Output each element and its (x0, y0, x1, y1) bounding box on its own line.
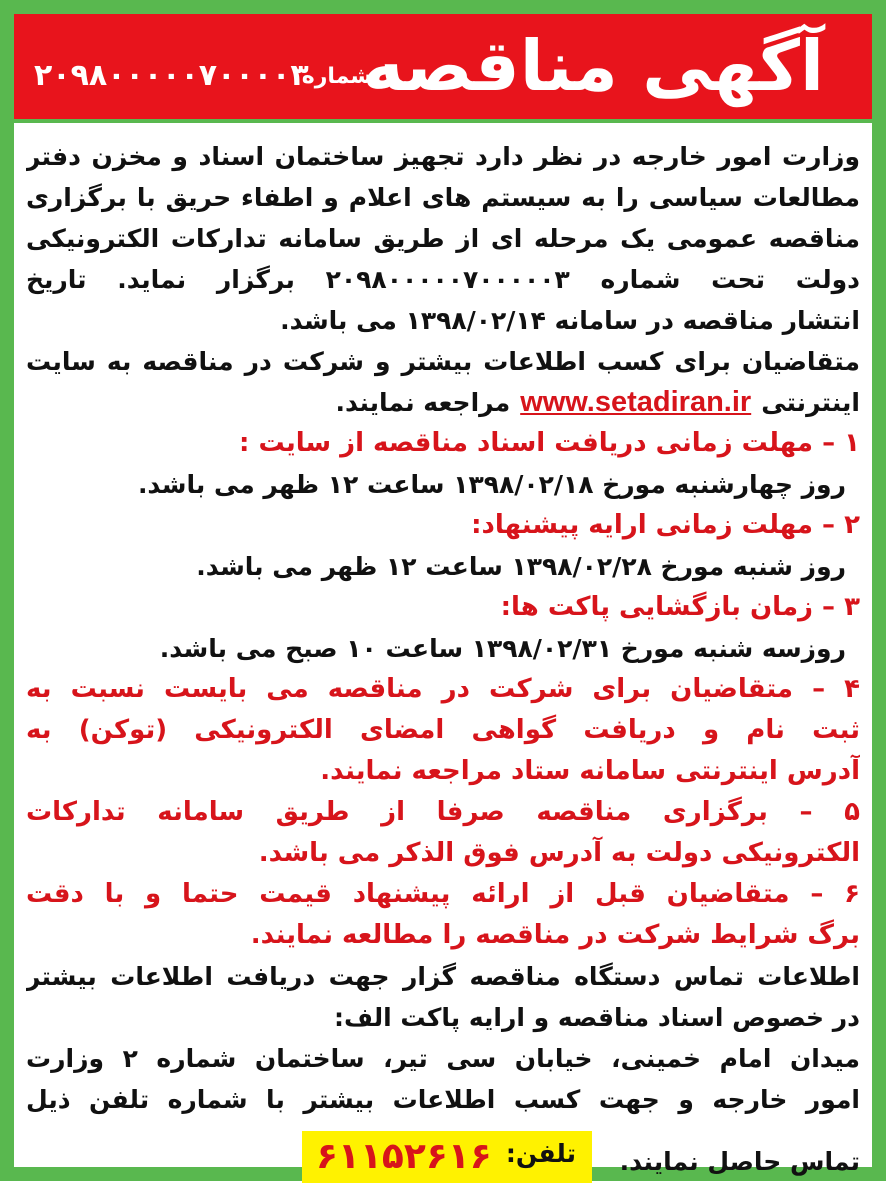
tender-number-label: شماره (301, 64, 372, 89)
item-4-line: ۴ – متقاضیان برای شرکت در مناقصه می بایست نسبت به (26, 674, 860, 704)
contact-line: امور خارجه و جهت کسب اطلاعات بیشتر با شماره تلفن ذیل (26, 1085, 860, 1114)
intro-line: انتشار مناقصه در سامانه ۱۳۹۸/۰۲/۱۴ می باشد. (280, 306, 860, 335)
ad-body (26, 136, 860, 1120)
phone-row (26, 1136, 860, 1183)
intro-line: وزارت امور خارجه در نظر دارد تجهیز ساختمان اسناد و مخزن دفتر (26, 142, 860, 171)
phone-number[interactable]: ۶۱۱۵۲۶۱۶ (316, 1136, 492, 1177)
item-3-heading: ۳ – زمان بازگشایی پاکت ها: (500, 592, 860, 622)
item-1-body: روز چهارشنبه مورخ ۱۳۹۸/۰۲/۱۸ ساعت ۱۲ ظهر می باشد. (137, 470, 846, 499)
item-1-heading: ۱ – مهلت زمانی دریافت اسناد مناقصه از سایت : (239, 428, 860, 458)
contact-line: در خصوص اسناد مناقصه و ارایه پاکت الف: (333, 1003, 860, 1032)
item-6-line: برگ شرایط شرکت در مناقصه را مطالعه نمایند. (250, 920, 860, 950)
item-5-line: الکترونیکی دولت به آدرس فوق الذکر می باشد. (258, 838, 860, 868)
ad-title: آگهی مناقصه (362, 25, 824, 107)
item-5-line: ۵ – برگزاری مناقصه صرفا از طریق سامانه تدارکات (26, 797, 860, 827)
contact-line: اطلاعات تماس دستگاه مناقصه گزار جهت دریافت اطلاعات بیشتر (26, 962, 860, 991)
item-2-body: روز شنبه مورخ ۱۳۹۸/۰۲/۲۸ ساعت ۱۲ ظهر می باشد. (196, 552, 846, 581)
item-6-line: ۶ – متقاضیان قبل از ارائه پیشنهاد قیمت حتما و با دقت (26, 879, 860, 909)
intro-line: دولت تحت شماره ۲۰۹۸۰۰۰۰۰۷۰۰۰۰۰۳ برگزار نماید. تاریخ (26, 265, 860, 294)
item-4-line: ثبت نام و دریافت گواهی امضای الکترونیکی (توکن) به (26, 715, 860, 745)
site-prefix: اینترنتی (761, 388, 860, 417)
contact-closing: تماس حاصل نمایند. (619, 1147, 860, 1176)
contact-line: میدان امام خمینی، خیابان سی تیر، ساختمان شماره ۲ وزارت (26, 1044, 860, 1073)
item-3-body: روزسه شنبه مورخ ۱۳۹۸/۰۲/۳۱ ساعت ۱۰ صبح می باشد. (159, 634, 846, 663)
item-4-line: آدرس اینترنتی سامانه ستاد مراجعه نمایند. (320, 756, 860, 786)
intro-line: مناقصه عمومی یک مرحله ای از طریق سامانه تدارکات الکترونیکی (26, 224, 860, 253)
phone-box (302, 1131, 592, 1183)
site-link[interactable]: www.setadiran.ir (520, 386, 752, 418)
site-line (26, 382, 860, 423)
intro-line: متقاضیان برای کسب اطلاعات بیشتر و شرکت در مناقصه به سایت (26, 347, 860, 376)
item-2-heading: ۲ – مهلت زمانی ارایه پیشنهاد: (471, 510, 860, 540)
site-suffix: مراجعه نمایند. (335, 388, 511, 417)
ad-header (14, 14, 872, 123)
intro-line: مطالعات سیاسی را به سیستم های اعلام و اطفاء حریق با برگزاری (26, 183, 860, 212)
tender-number: ۲۰۹۸۰۰۰۰۰۷۰۰۰۰۳ (34, 58, 309, 93)
phone-label: تلفن: (505, 1139, 576, 1168)
